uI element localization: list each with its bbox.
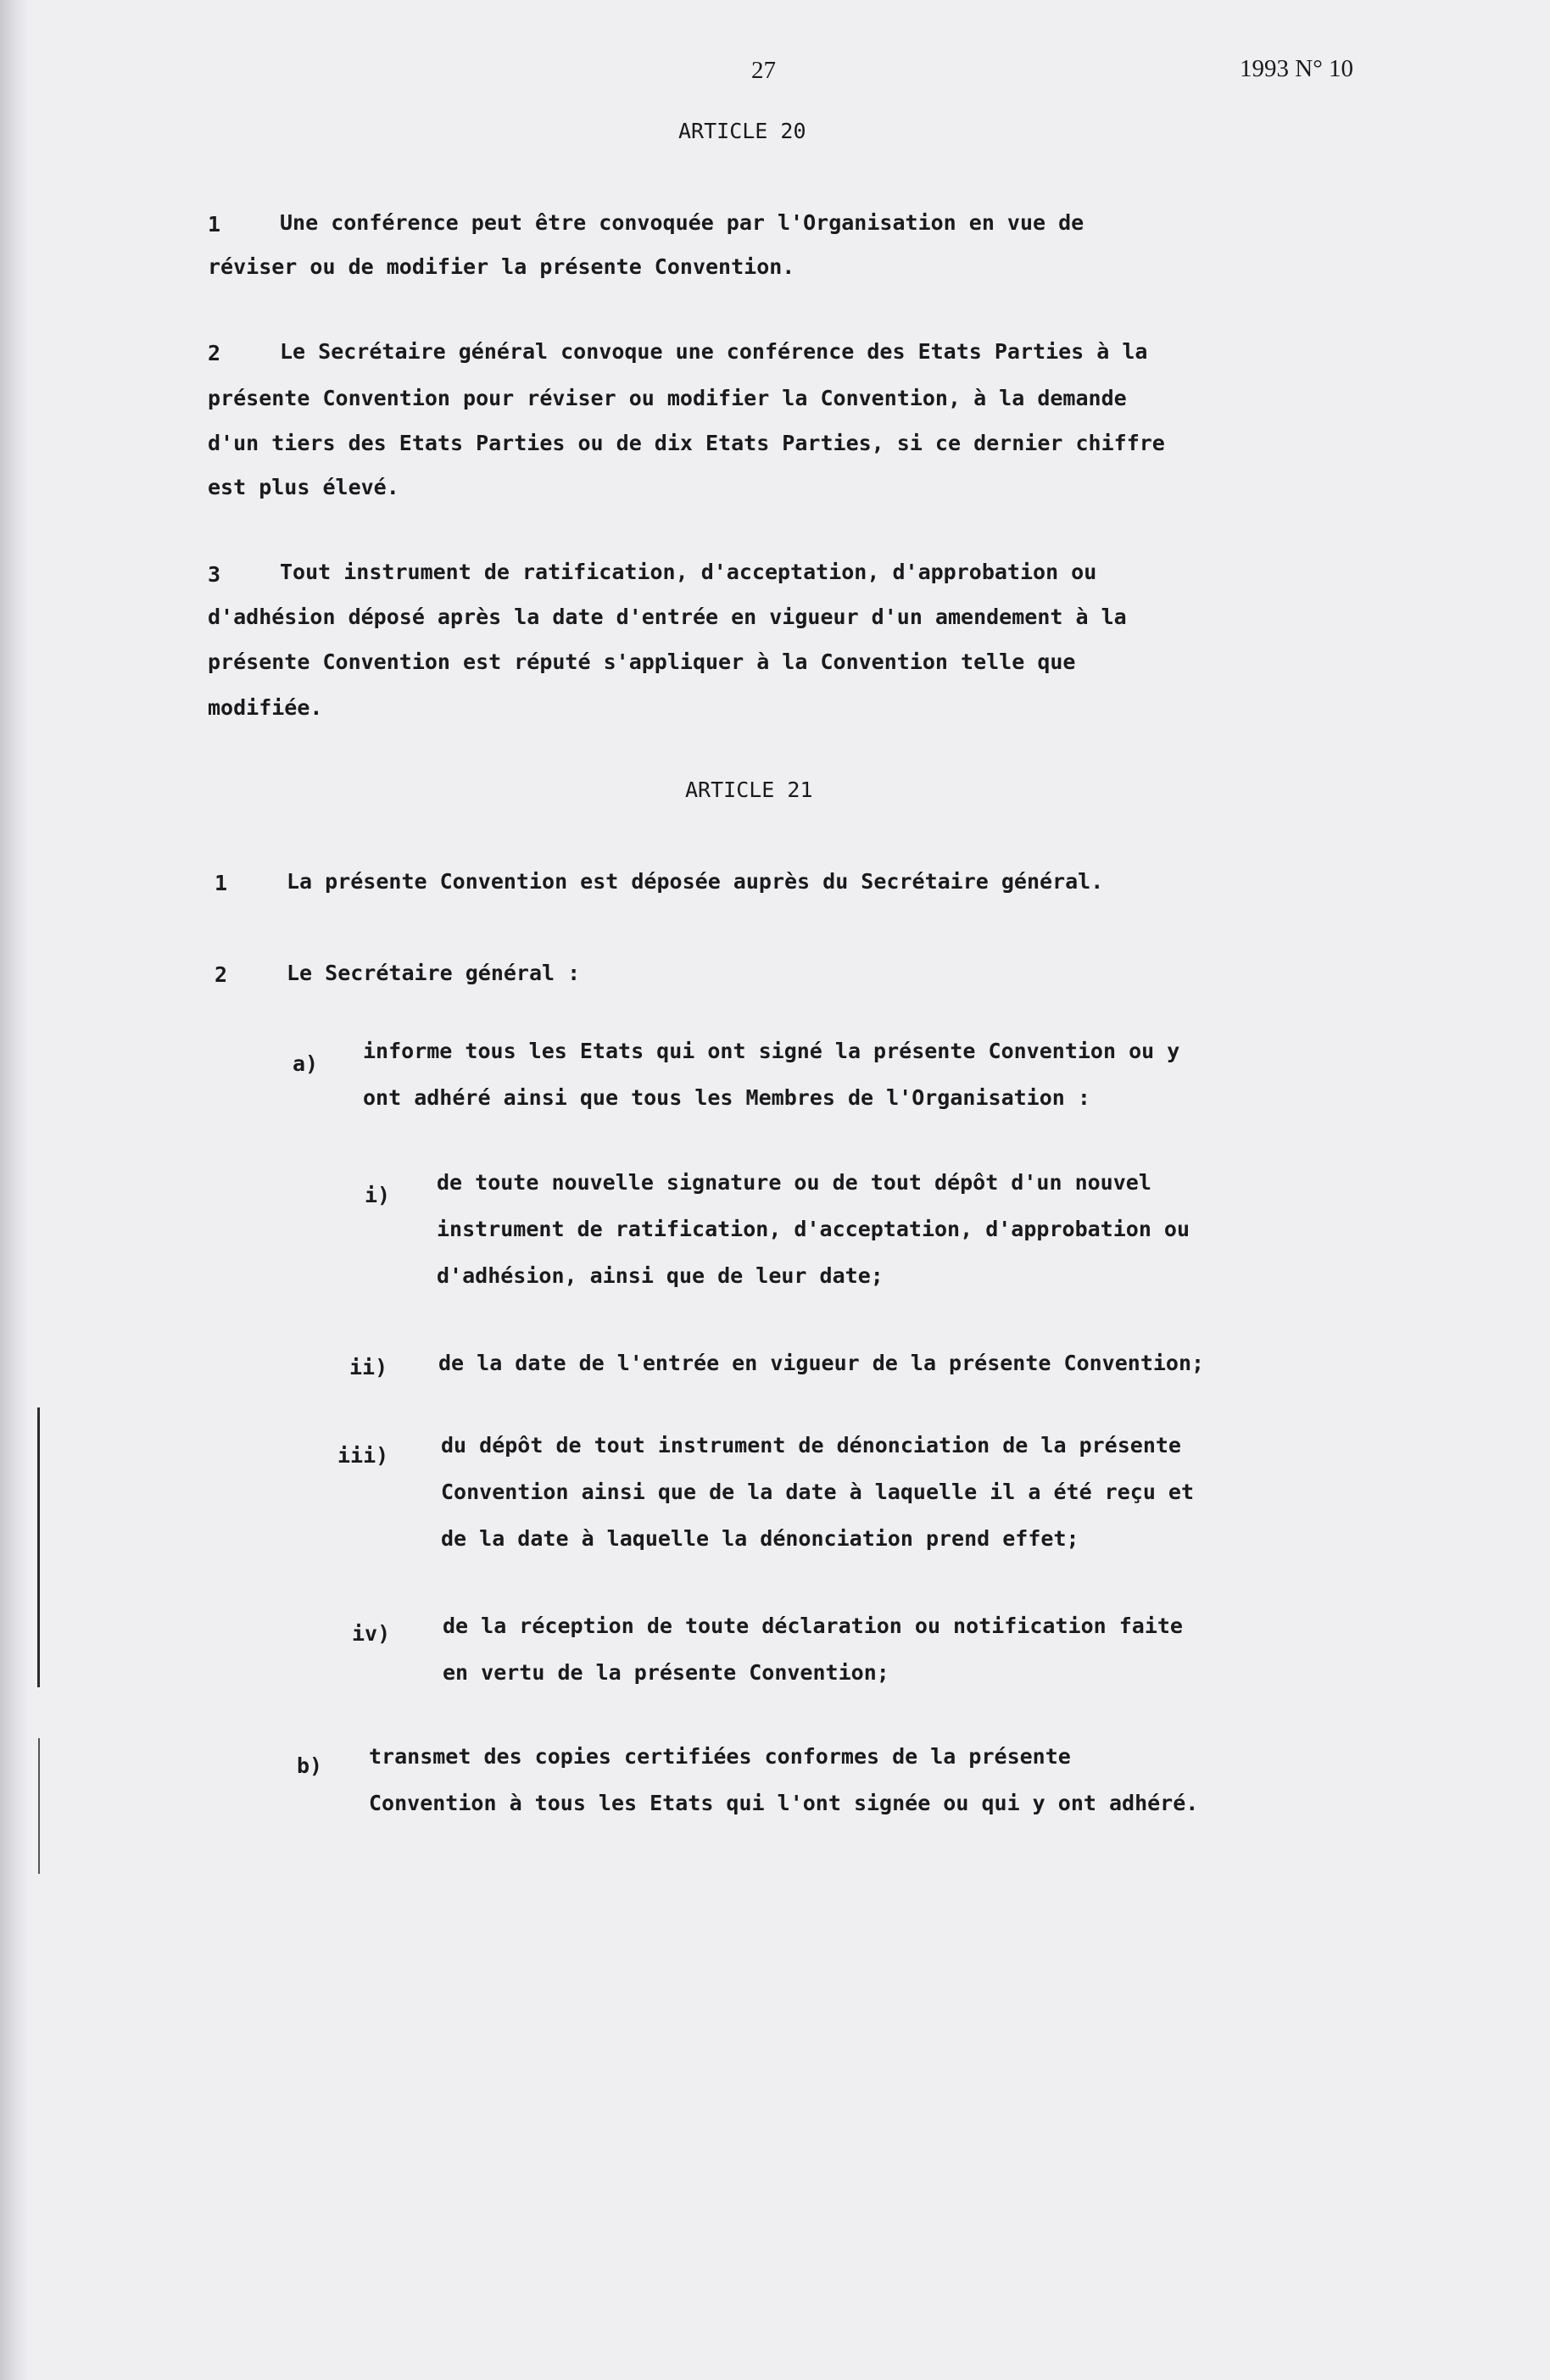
item-iii-line: de la date à laquelle la dénonciation prend effet; xyxy=(441,1526,1079,1551)
item-iii-line: Convention ainsi que de la date à laquelle il a été reçu et xyxy=(441,1480,1195,1504)
article-20-para-3-number: 3 xyxy=(208,562,221,587)
article-20-para-3-line: d'adhésion déposé après la date d'entrée en vigueur d'un amendement à la xyxy=(208,605,1127,629)
page-edge-shadow xyxy=(0,0,29,2380)
article-21-para-2-number: 2 xyxy=(215,962,228,987)
item-a-line: ont adhéré ainsi que tous les Membres de l'Organisation : xyxy=(363,1085,1090,1110)
item-i-line: d'adhésion, ainsi que de leur date; xyxy=(437,1263,884,1288)
article-20-para-1-line: Une conférence peut être convoquée par l'Organisation en vue de xyxy=(280,210,1084,235)
article-20-para-3-line: modifiée. xyxy=(208,695,323,720)
article-20-heading: ARTICLE 20 xyxy=(678,119,806,143)
document-reference: 1993 N° 10 xyxy=(1240,55,1354,82)
item-iii-line: du dépôt de tout instrument de dénonciation de la présente xyxy=(441,1433,1181,1458)
item-b-line: transmet des copies certifiées conformes de la présente xyxy=(369,1744,1071,1769)
item-b-line: Convention à tous les Etats qui l'ont signée ou qui y ont adhéré. xyxy=(369,1791,1199,1815)
article-21-heading: ARTICLE 21 xyxy=(685,778,813,802)
item-iii-label: iii) xyxy=(337,1443,389,1468)
article-20-para-2-number: 2 xyxy=(208,341,221,365)
article-21-para-1-number: 1 xyxy=(215,871,228,895)
item-b-label: b) xyxy=(297,1753,323,1778)
page-number: 27 xyxy=(751,57,776,84)
article-20-para-3-line: Tout instrument de ratification, d'acceptation, d'approbation ou xyxy=(280,560,1097,584)
article-21-para-1-line: La présente Convention est déposée auprès du Secrétaire général. xyxy=(287,869,1104,894)
article-20-para-2-line: est plus élevé. xyxy=(208,475,399,499)
item-a-label: a) xyxy=(293,1051,319,1076)
item-i-line: de toute nouvelle signature ou de tout dépôt d'un nouvel xyxy=(437,1170,1151,1195)
item-i-label: i) xyxy=(365,1183,391,1207)
margin-mark-lower xyxy=(38,1738,40,1874)
margin-mark xyxy=(37,1407,40,1687)
item-iv-line: en vertu de la présente Convention; xyxy=(443,1660,889,1685)
item-a-line: informe tous les Etats qui ont signé la présente Convention ou y xyxy=(363,1039,1180,1063)
article-20-para-2-line: présente Convention pour réviser ou modifier la Convention, à la demande xyxy=(208,386,1127,410)
item-ii-label: ii) xyxy=(349,1355,388,1380)
article-20-para-3-line: présente Convention est réputé s'appliquer à la Convention telle que xyxy=(208,649,1076,674)
article-20-para-1-number: 1 xyxy=(208,212,221,237)
item-iv-line: de la réception de toute déclaration ou notification faite xyxy=(443,1614,1183,1638)
article-20-para-2-line: Le Secrétaire général convoque une conférence des Etats Parties à la xyxy=(280,339,1148,364)
item-iv-label: iv) xyxy=(352,1621,391,1646)
article-20-para-1-line: réviser ou de modifier la présente Convention. xyxy=(208,254,795,279)
article-21-para-2-line: Le Secrétaire général : xyxy=(287,961,581,985)
item-ii-line: de la date de l'entrée en vigueur de la présente Convention; xyxy=(438,1351,1205,1375)
article-20-para-2-line: d'un tiers des Etats Parties ou de dix Etats Parties, si ce dernier chiffre xyxy=(208,431,1165,455)
item-i-line: instrument de ratification, d'acceptation, d'approbation ou xyxy=(437,1217,1190,1241)
